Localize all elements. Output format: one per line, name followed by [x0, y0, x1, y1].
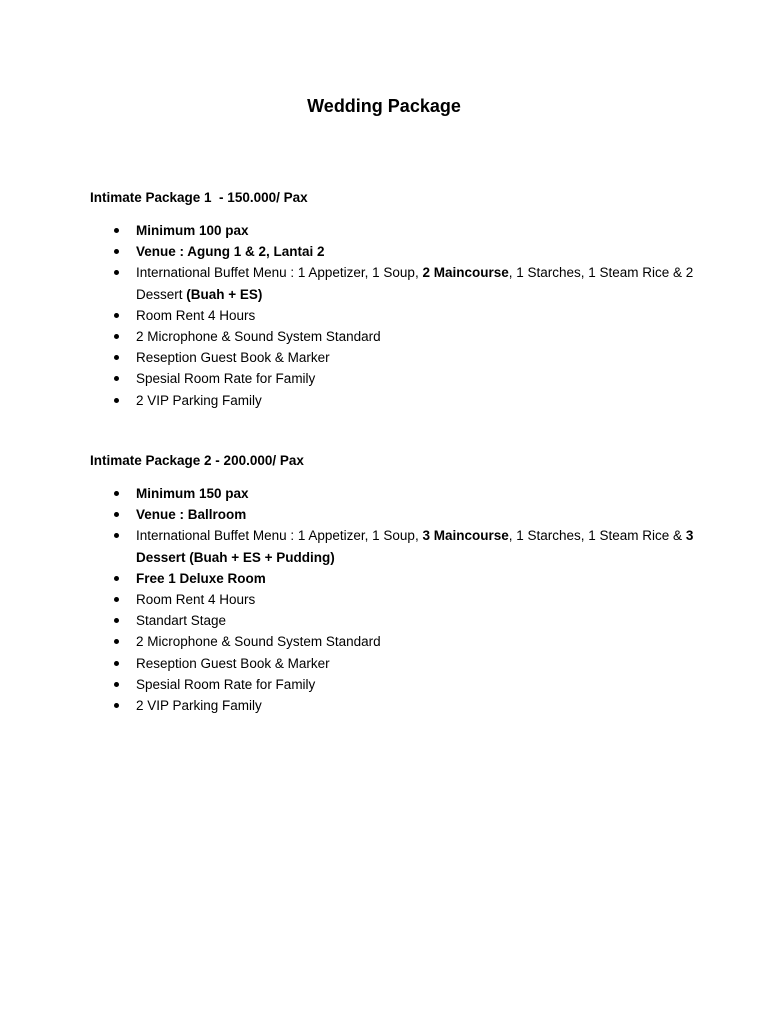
package-2-heading: Intimate Package 2 - 200.000/ Pax [90, 453, 304, 468]
buffet-dessert-detail: 3 Dessert (Buah + ES + Pudding) [136, 528, 694, 565]
list-item-parking: 2 VIP Parking Family [136, 390, 696, 411]
page-title: Wedding Package [307, 96, 461, 116]
list-item-buffet-menu [136, 262, 696, 304]
buffet-text-continued: , 1 Starches, 1 Steam Rice & [508, 528, 686, 544]
list-item-stage: Standart Stage [136, 610, 696, 631]
list-item-room-rate: Spesial Room Rate for Family [136, 674, 696, 695]
package-1-heading: Intimate Package 1 - 150.000/ Pax [90, 190, 308, 205]
list-item-buffet-menu [136, 525, 696, 567]
list-item-venue: Venue : Agung 1 & 2, Lantai 2 [136, 241, 696, 262]
buffet-maincourse: 3 Maincourse [422, 528, 509, 544]
list-item-room-rate: Spesial Room Rate for Family [136, 368, 696, 389]
buffet-dessert-detail: (Buah + ES) [186, 286, 263, 302]
list-item-room-rent: Room Rent 4 Hours [136, 305, 696, 326]
list-item-room-rent: Room Rent 4 Hours [136, 589, 696, 610]
buffet-text-continued: , 1 Starches, 1 Steam Rice & 2 Dessert [136, 265, 694, 302]
buffet-text: International Buffet Menu : 1 Appetizer, 1 Soup, [136, 265, 423, 281]
list-item-minimum: Minimum 150 pax [136, 483, 696, 504]
buffet-text: International Buffet Menu : 1 Appetizer, 1 Soup, [136, 528, 423, 544]
package-2-feature-list [136, 483, 696, 716]
list-item-parking: 2 VIP Parking Family [136, 695, 696, 716]
list-item-minimum: Minimum 100 pax [136, 220, 696, 241]
list-item-microphone: 2 Microphone & Sound System Standard [136, 326, 696, 347]
package-1-feature-list [136, 220, 696, 411]
list-item-guest-book: Reseption Guest Book & Marker [136, 653, 696, 674]
list-item-venue: Venue : Ballroom [136, 504, 696, 525]
list-item-guest-book: Reseption Guest Book & Marker [136, 347, 696, 368]
buffet-maincourse: 2 Maincourse [422, 265, 509, 281]
list-item-deluxe-room: Free 1 Deluxe Room [136, 568, 696, 589]
list-item-microphone: 2 Microphone & Sound System Standard [136, 631, 696, 652]
